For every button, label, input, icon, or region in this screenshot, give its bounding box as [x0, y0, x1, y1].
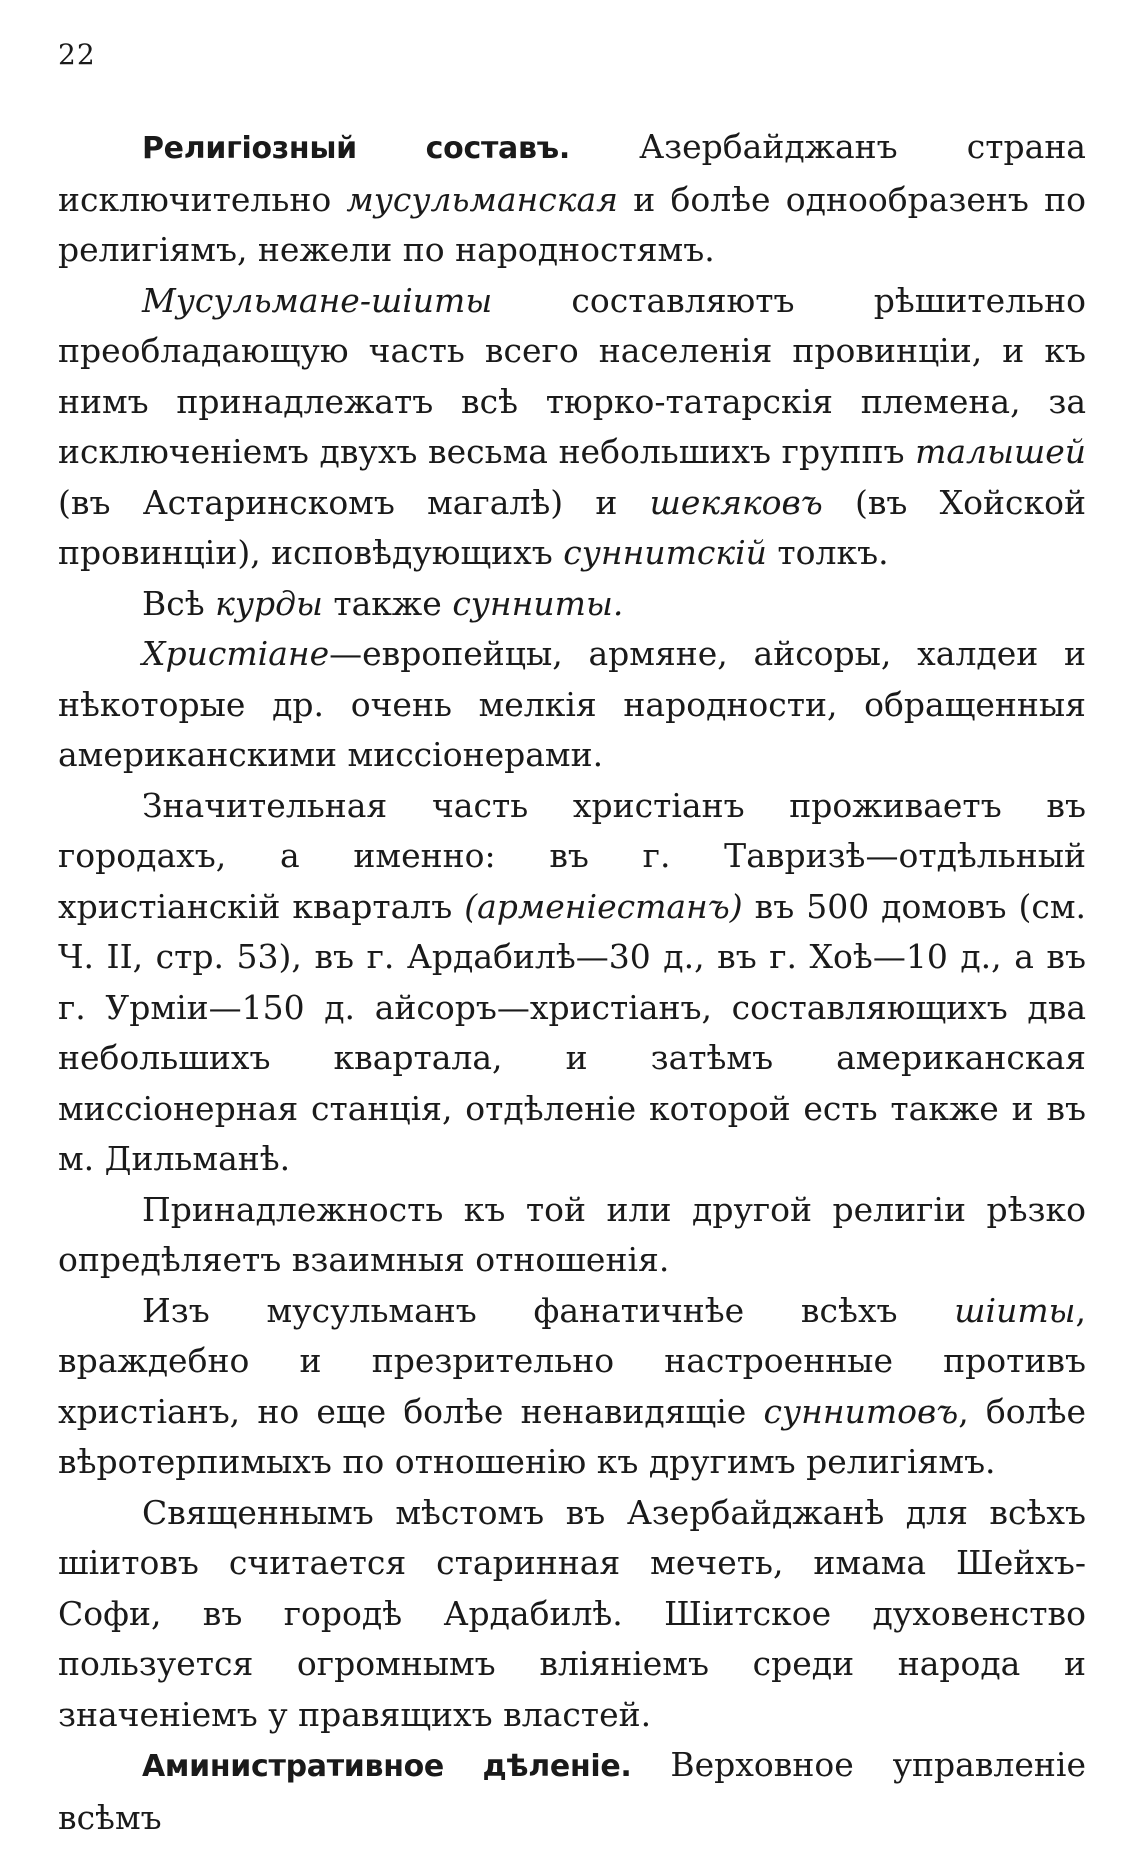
paragraph	[58, 579, 1086, 630]
text-run: толкъ.	[766, 533, 889, 572]
text-run: Принадлежность къ той или другой религіи рѣзко опредѣляетъ взаимныя отношенія.	[58, 1189, 1086, 1279]
italic-term: шіиты	[954, 1290, 1076, 1330]
paragraph	[58, 1740, 1086, 1843]
paragraph	[58, 629, 1086, 781]
paragraph	[58, 122, 1086, 276]
italic-term: Мусульмане-шіиты	[142, 280, 493, 320]
text-run: составляютъ рѣшительно преобладающую часть всего населенія провинціи, и къ нимъ принадлежатъ всѣ тюрко-татарскія племена, за исключеніемъ двухъ весьма небольшихъ группъ	[58, 280, 1086, 471]
text-run: Изъ мусульманъ фанатичнѣе всѣхъ	[142, 1290, 955, 1330]
body-text	[58, 122, 1086, 1843]
text-run: также	[322, 583, 453, 623]
text-run: и болѣе однообразенъ по религіямъ, нежели по народностямъ.	[58, 179, 1086, 269]
italic-term: шекяковъ	[649, 482, 823, 522]
italic-term: суннитскій	[563, 533, 767, 572]
section-heading: Религіозный составъ.	[142, 131, 571, 166]
italic-term: мусульманская	[346, 179, 619, 219]
text-run: , болѣе вѣротерпимыхъ по отношенію къ другимъ религіямъ.	[58, 1391, 1087, 1481]
italic-term: талышей	[915, 432, 1086, 471]
text-run: (въ Хойской провинціи), исповѣдующихъ	[58, 482, 1086, 572]
page-number: 22	[58, 38, 96, 71]
text-run: Верховное управленіе всѣмъ	[58, 1745, 1086, 1837]
text-run: въ 500 домовъ (см. Ч. II, стр. 53), въ г. Ардабилѣ—30 д., въ г. Хоѣ—10 д., а въ г. Урміи—150 д. айсоръ—христіанъ, составляющихъ два небольшихъ квартала, и затѣмъ американская миссіонерная станція, отдѣленіе которой есть также и въ м. Дильманѣ.	[58, 886, 1086, 1178]
paragraph	[58, 1286, 1086, 1488]
paragraph	[58, 276, 1086, 579]
text-run: —европейцы, армяне, айсоры, халдеи и нѣкоторые др. очень мелкія народности, обращенныя американскими миссіонерами.	[58, 634, 1086, 774]
italic-term: (арменіестанъ)	[464, 886, 743, 926]
text-run: Священнымъ мѣстомъ въ Азербайджанѣ для всѣхъ шіитовъ считается старинная мечеть, имама Шейхъ-Софи, въ городѣ Ардабилѣ. Шіитское духовенство пользуется огромнымъ вліяніемъ среди народа и значеніемъ у правящихъ властей.	[58, 1492, 1086, 1734]
paragraph	[58, 1185, 1086, 1286]
text-run: Всѣ	[142, 583, 216, 623]
section-heading: Аминистративное дѣленіе.	[142, 1749, 632, 1784]
text-run: (въ Астаринскомъ магалѣ) и	[58, 482, 650, 522]
text-run: , враждебно и презрительно настроенные противъ христіанъ, но еще болѣе ненавидящіе	[58, 1290, 1086, 1431]
italic-term: Христіане	[142, 634, 330, 673]
text-run: Значительная часть христіанъ проживаетъ въ городахъ, а именно: въ г. Тавризѣ—отдѣльный христіанскій кварталъ	[58, 785, 1086, 926]
text-run: Азербайджанъ страна исключительно	[58, 127, 1086, 219]
paragraph	[58, 1488, 1086, 1741]
paragraph	[58, 781, 1086, 1185]
italic-term: курды	[215, 583, 323, 623]
italic-term: сунниты.	[452, 583, 624, 623]
italic-term: суннитовъ	[763, 1391, 959, 1431]
